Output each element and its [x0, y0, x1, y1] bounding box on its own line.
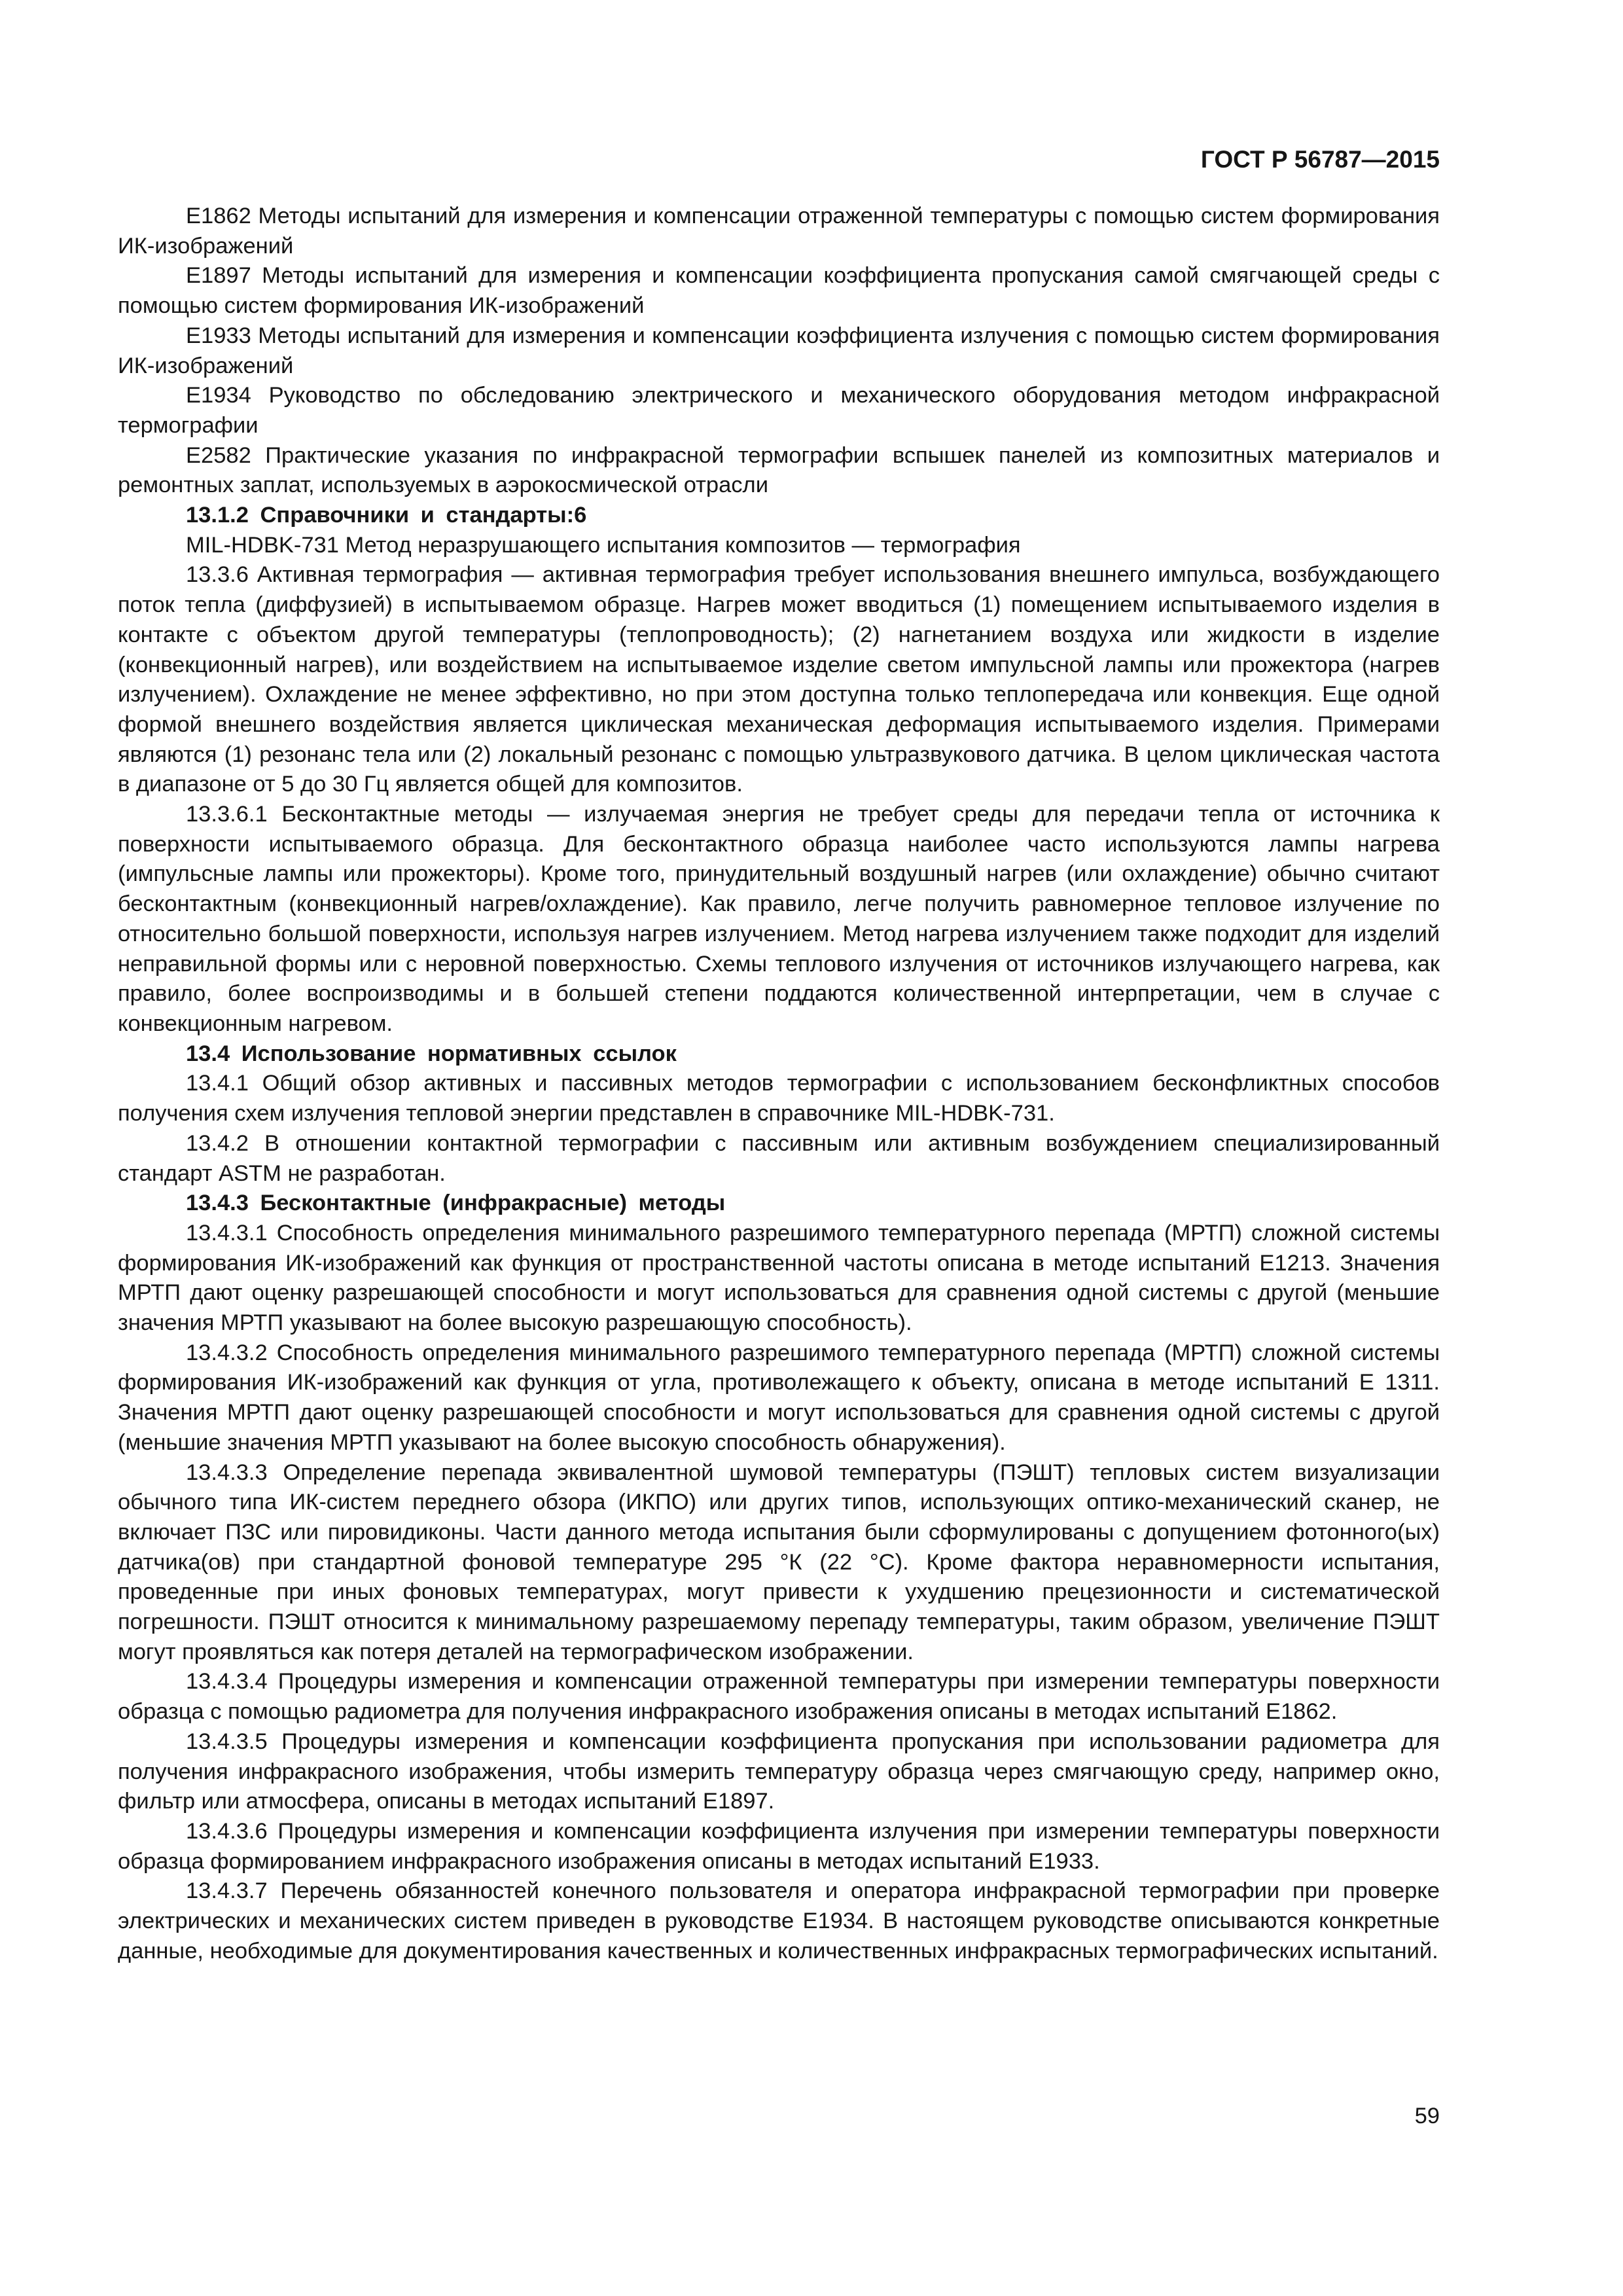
document-page — [118, 144, 1440, 2173]
paragraph-13-4-3-5: 13.4.3.5 Процедуры измерения и компенсации коэффициента пропускания при использовании радиометра для получения инфракрасного изображения, чтобы измерить температуру образца через смягчающую среду, например окно, фильтр или атмосфера, описаны в методах испытаний E1897. — [118, 1729, 1440, 1814]
paragraph-13-4-1: 13.4.1 Общий обзор активных и пассивных методов термографии с использованием бесконфликтных способов получения схем излучения тепловой энергии представлен в справочнике MIL-HDBK-731. — [118, 1071, 1440, 1126]
paragraph-13-4-3-2: 13.4.3.2 Способность определения минимального разрешимого температурного перепада (МРТП) сложной системы формирования ИК-изображений как функция от угла, противолежащего к объекту, описана в методе испытаний E 1311. Значения МРТП дают оценку разрешающей способности и могут использоваться для сравнения одной системы с другой (меньшие значения МРТП указывают на более высокую способность обнаружения). — [118, 1340, 1440, 1455]
reference-paragraph-e1862: E1862 Методы испытаний для измерения и компенсации отраженной температуры с помощью систем формирования ИК-изображений — [118, 204, 1440, 259]
section-heading-13-1-2: 13.1.2 Справочники и стандарты:6 — [186, 503, 587, 528]
paragraph-13-3-6: 13.3.6 Активная термография — активная термография требует использования внешнего импульса, возбуждающего поток тепла (диффузией) в испытываемом образце. Нагрев может вводиться (1) помещением испытываемого изделия в контакте с объектом другой температуры (теплопроводность); (2) нагнетанием воздуха или жидкости в изделие (конвекционный нагрев), или воздействием на испытываемое изделие светом импульсной лампы или прожектора (нагрев излучением). Охлаждение не менее эффективно, но при этом доступна только теплопередача или конвекция. Еще одной формой внешнего воздействия является циклическая механическая деформация испытываемого изделия. Примерами являются (1) резонанс тела или (2) локальный резонанс с помощью ультразвукового датчика. В целом циклическая частота в диапазоне от 5 до 30 Гц является общей для композитов. — [118, 562, 1440, 797]
reference-paragraph-mil-hdbk-731: MIL-HDBK-731 Метод неразрушающего испытания композитов — термография — [186, 532, 1021, 558]
paragraph-13-4-3-1: 13.4.3.1 Способность определения минимального разрешимого температурного перепада (МРТП) сложной системы формирования ИК-изображений как функция от пространственной частоты описана в методе испытаний E1213. Значения МРТП дают оценку разрешающей способности и могут использоваться для сравнения одной системы с другой (меньшие значения МРТП указывают на более высокую разрешающую способность). — [118, 1220, 1440, 1336]
paragraph-13-4-3-6: 13.4.3.6 Процедуры измерения и компенсации коэффициента излучения при измерении температуры поверхности образца формированием инфракрасного изображения описаны в методах испытаний E1933. — [118, 1818, 1440, 1874]
paragraph-13-4-2: 13.4.2 В отношении контактной термографии с пассивным или активным возбуждением специализированный стандарт ASTM не разработан. — [118, 1130, 1440, 1186]
section-heading-13-4-3: 13.4.3 Бесконтактные (инфракрасные) методы — [186, 1191, 726, 1216]
paragraph-13-4-3-7: 13.4.3.7 Перечень обязанностей конечного пользователя и оператора инфракрасной термографии при проверке электрических и механических систем приведен в руководстве E1934. В настоящем руководстве описываются конкретные данные, необходимые для документирования качественных и количественных инфракрасных термографических испытаний. — [118, 1878, 1440, 1964]
paragraph-13-4-3-4: 13.4.3.4 Процедуры измерения и компенсации отраженной температуры при измерении температуры поверхности образца с помощью радиометра для получения инфракрасного изображения описаны в методах испытаний E1862. — [118, 1669, 1440, 1725]
reference-paragraph-e1934: E1934 Руководство по обследованию электрического и механического оборудования методом инфракрасной термографии — [118, 383, 1440, 438]
paragraph-13-4-3-3: 13.4.3.3 Определение перепада эквивалентной шумовой температуры (ПЭШТ) тепловых систем визуализации обычного типа ИК-систем переднего обзора (ИКПО) или других типов, использующих оптико-механический сканер, не включает ПЗС или пировидиконы. Части данного метода испытания были сформулированы с допущением фотонного(ых) датчика(ов) при стандартной фоновой температуре 295 °К (22 °С). Кроме фактора неравномерности испытания, проведенные при иных фоновых температурах, могут привести к ухудшению прецезионности и систематической погрешности. ПЭШТ относится к минимальному разрешаемому перепаду температуры, таким образом, увеличение ПЭШТ могут проявляться как потеря деталей на термографическом изображении. — [118, 1460, 1440, 1664]
reference-paragraph-e1897: E1897 Методы испытаний для измерения и компенсации коэффициента пропускания самой смягчающей среды с помощью систем формирования ИК-изображений — [118, 263, 1440, 319]
section-heading-13-4: 13.4 Использование нормативных ссылок — [186, 1041, 677, 1066]
reference-paragraph-e2582: E2582 Практические указания по инфракрасной термографии вспышек панелей из композитных материалов и ремонтных заплат, используемых в аэрокосмической отрасли — [118, 442, 1440, 498]
reference-paragraph-e1933: E1933 Методы испытаний для измерения и компенсации коэффициента излучения с помощью систем формирования ИК-изображений — [118, 323, 1440, 378]
standard-code-header: ГОСТ Р 56787—2015 — [1200, 146, 1440, 173]
paragraph-13-3-6-1: 13.3.6.1 Бесконтактные методы — излучаемая энергия не требует среды для передачи тепла от источника к поверхности испытываемого образца. Для бесконтактного образца наиболее часто используются лампы нагрева (импульсные лампы или прожекторы). Кроме того, принудительный воздушный нагрев (или охлаждение) обычно считают бесконтактным (конвекционный нагрев/охлаждение). Как правило, легче получить равномерное тепловое излучение по относительно большой поверхности, используя нагрев излучением. Метод нагрева излучением также подходит для изделий неправильной формы или с неровной поверхностью. Схемы теплового излучения от источников излучающего нагрева, как правило, более воспроизводимы и в большей степени поддаются количественной интерпретации, чем в случае с конвекционным нагревом. — [118, 802, 1440, 1036]
document-body — [118, 202, 1440, 1966]
page-number: 59 — [1414, 2104, 1440, 2128]
